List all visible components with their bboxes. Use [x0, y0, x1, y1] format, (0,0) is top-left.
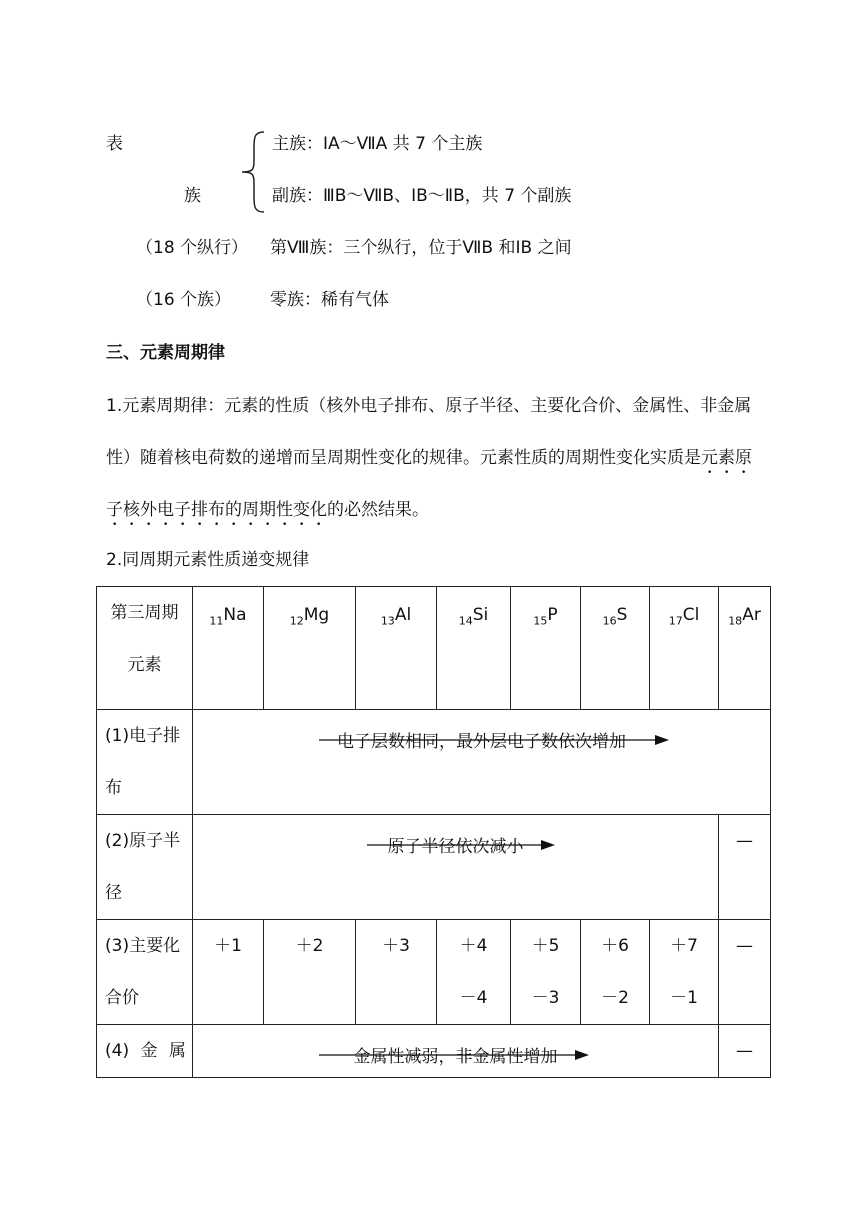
row-label: (1)电子排布 [105, 726, 181, 798]
table-cell [193, 920, 264, 1025]
label-zu: 族 [184, 186, 201, 206]
periodic-law-paragraph [106, 380, 766, 536]
section-heading: 三、元素周期律 [106, 343, 225, 363]
table-row [97, 587, 771, 710]
positive-valence: ＋3 [382, 936, 410, 956]
dash: — [736, 936, 753, 956]
row-description: 电子层数相同，最外层电子数依次增加 [337, 732, 626, 752]
element-symbol: Mg [303, 605, 330, 625]
positive-valence: ＋5 [531, 936, 560, 956]
arrow-right-icon [319, 730, 669, 750]
arrow-right-icon [367, 835, 555, 855]
vertical-columns-note: （18 个纵行） [136, 238, 249, 258]
element-symbol: Ar [742, 605, 761, 625]
table-cell [719, 920, 771, 1025]
positive-valence: ＋7 [670, 936, 698, 956]
row-label: (4) 金 属 [105, 1041, 186, 1061]
table-cell [97, 710, 193, 815]
table-cell [193, 587, 264, 710]
header-label: 第三周期元素 [110, 603, 179, 675]
negative-valence: －3 [531, 988, 560, 1008]
table-cell [719, 587, 771, 710]
atomic-number: 17 [668, 614, 683, 628]
positive-valence: ＋1 [214, 936, 242, 956]
table-row [97, 815, 771, 920]
element-symbol: Al [394, 605, 412, 625]
sub-family-text: 副族：ⅢB～ⅦB、ⅠB～ⅡB，共 7 个副族 [272, 186, 572, 206]
negative-valence: －4 [459, 988, 488, 1008]
table-cell [581, 587, 650, 710]
table-row [97, 920, 771, 1025]
table-cell [650, 920, 719, 1025]
table-cell [97, 1025, 193, 1078]
table-cell [511, 587, 581, 710]
curly-brace-icon [238, 130, 268, 214]
atomic-number: 14 [458, 614, 473, 628]
table-cell [719, 1025, 771, 1078]
table-cell [437, 587, 511, 710]
table-cell [193, 815, 719, 920]
positive-valence: ＋2 [295, 936, 324, 956]
arrow-right-icon [319, 1045, 589, 1065]
atomic-number: 18 [728, 614, 743, 628]
element-symbol: Na [223, 605, 247, 625]
main-family-text: 主族：ⅠA～ⅦA 共 7 个主族 [272, 134, 483, 154]
atomic-number: 12 [289, 614, 304, 628]
row-description: 原子半径依次减小 [387, 837, 524, 857]
table-cell [97, 920, 193, 1025]
row-label: (3)主要化合价 [105, 936, 181, 1008]
atomic-number: 15 [533, 614, 548, 628]
element-symbol: P [547, 605, 558, 625]
group-eight-text: 第Ⅷ族：三个纵行，位于ⅦB 和ⅠB 之间 [270, 238, 572, 258]
table-cell [264, 920, 356, 1025]
table-cell [511, 920, 581, 1025]
positive-valence: ＋4 [459, 936, 488, 956]
table-cell [264, 587, 356, 710]
table-cell [719, 815, 771, 920]
table-cell [356, 920, 437, 1025]
table-cell [581, 920, 650, 1025]
row-description: 金属性减弱，非金属性增加 [353, 1047, 558, 1067]
table-cell [97, 815, 193, 920]
positive-valence: ＋6 [601, 936, 629, 956]
table-row [97, 1025, 771, 1078]
dash: — [736, 1041, 753, 1061]
families-note: （16 个族） [136, 290, 232, 310]
period-properties-table [96, 586, 771, 1078]
paragraph-text-end: 的必然结果。 [327, 500, 429, 520]
element-symbol: Cl [682, 605, 700, 625]
dash: — [736, 831, 753, 851]
table-cell [356, 587, 437, 710]
table-cell [193, 710, 771, 815]
atomic-number: 13 [380, 614, 395, 628]
table-cell [97, 587, 193, 710]
element-symbol: Si [472, 605, 489, 625]
negative-valence: －2 [601, 988, 629, 1008]
table-cell [437, 920, 511, 1025]
row-label: (2)原子半径 [105, 831, 181, 903]
label-biao: 表 [106, 134, 123, 154]
table-cell [193, 1025, 719, 1078]
element-symbol: S [616, 605, 628, 625]
atomic-number: 11 [209, 614, 224, 628]
atomic-number: 16 [602, 614, 617, 628]
table-cell [650, 587, 719, 710]
table-row [97, 710, 771, 815]
emphasized-text: 元素原子核外电子排布的周期性变化 [106, 448, 752, 520]
subsection-title: 2.同周期元素性质递变规律 [106, 550, 310, 570]
zero-group-text: 零族：稀有气体 [270, 290, 389, 310]
paragraph-text: 1.元素周期律：元素的性质（核外电子排布、原子半径、主要化合价、金属性、非金属性）随着核电荷数的递增而呈周期性变化的规律。元素性质的周期性变化实质是 [106, 396, 752, 468]
negative-valence: －1 [670, 988, 698, 1008]
